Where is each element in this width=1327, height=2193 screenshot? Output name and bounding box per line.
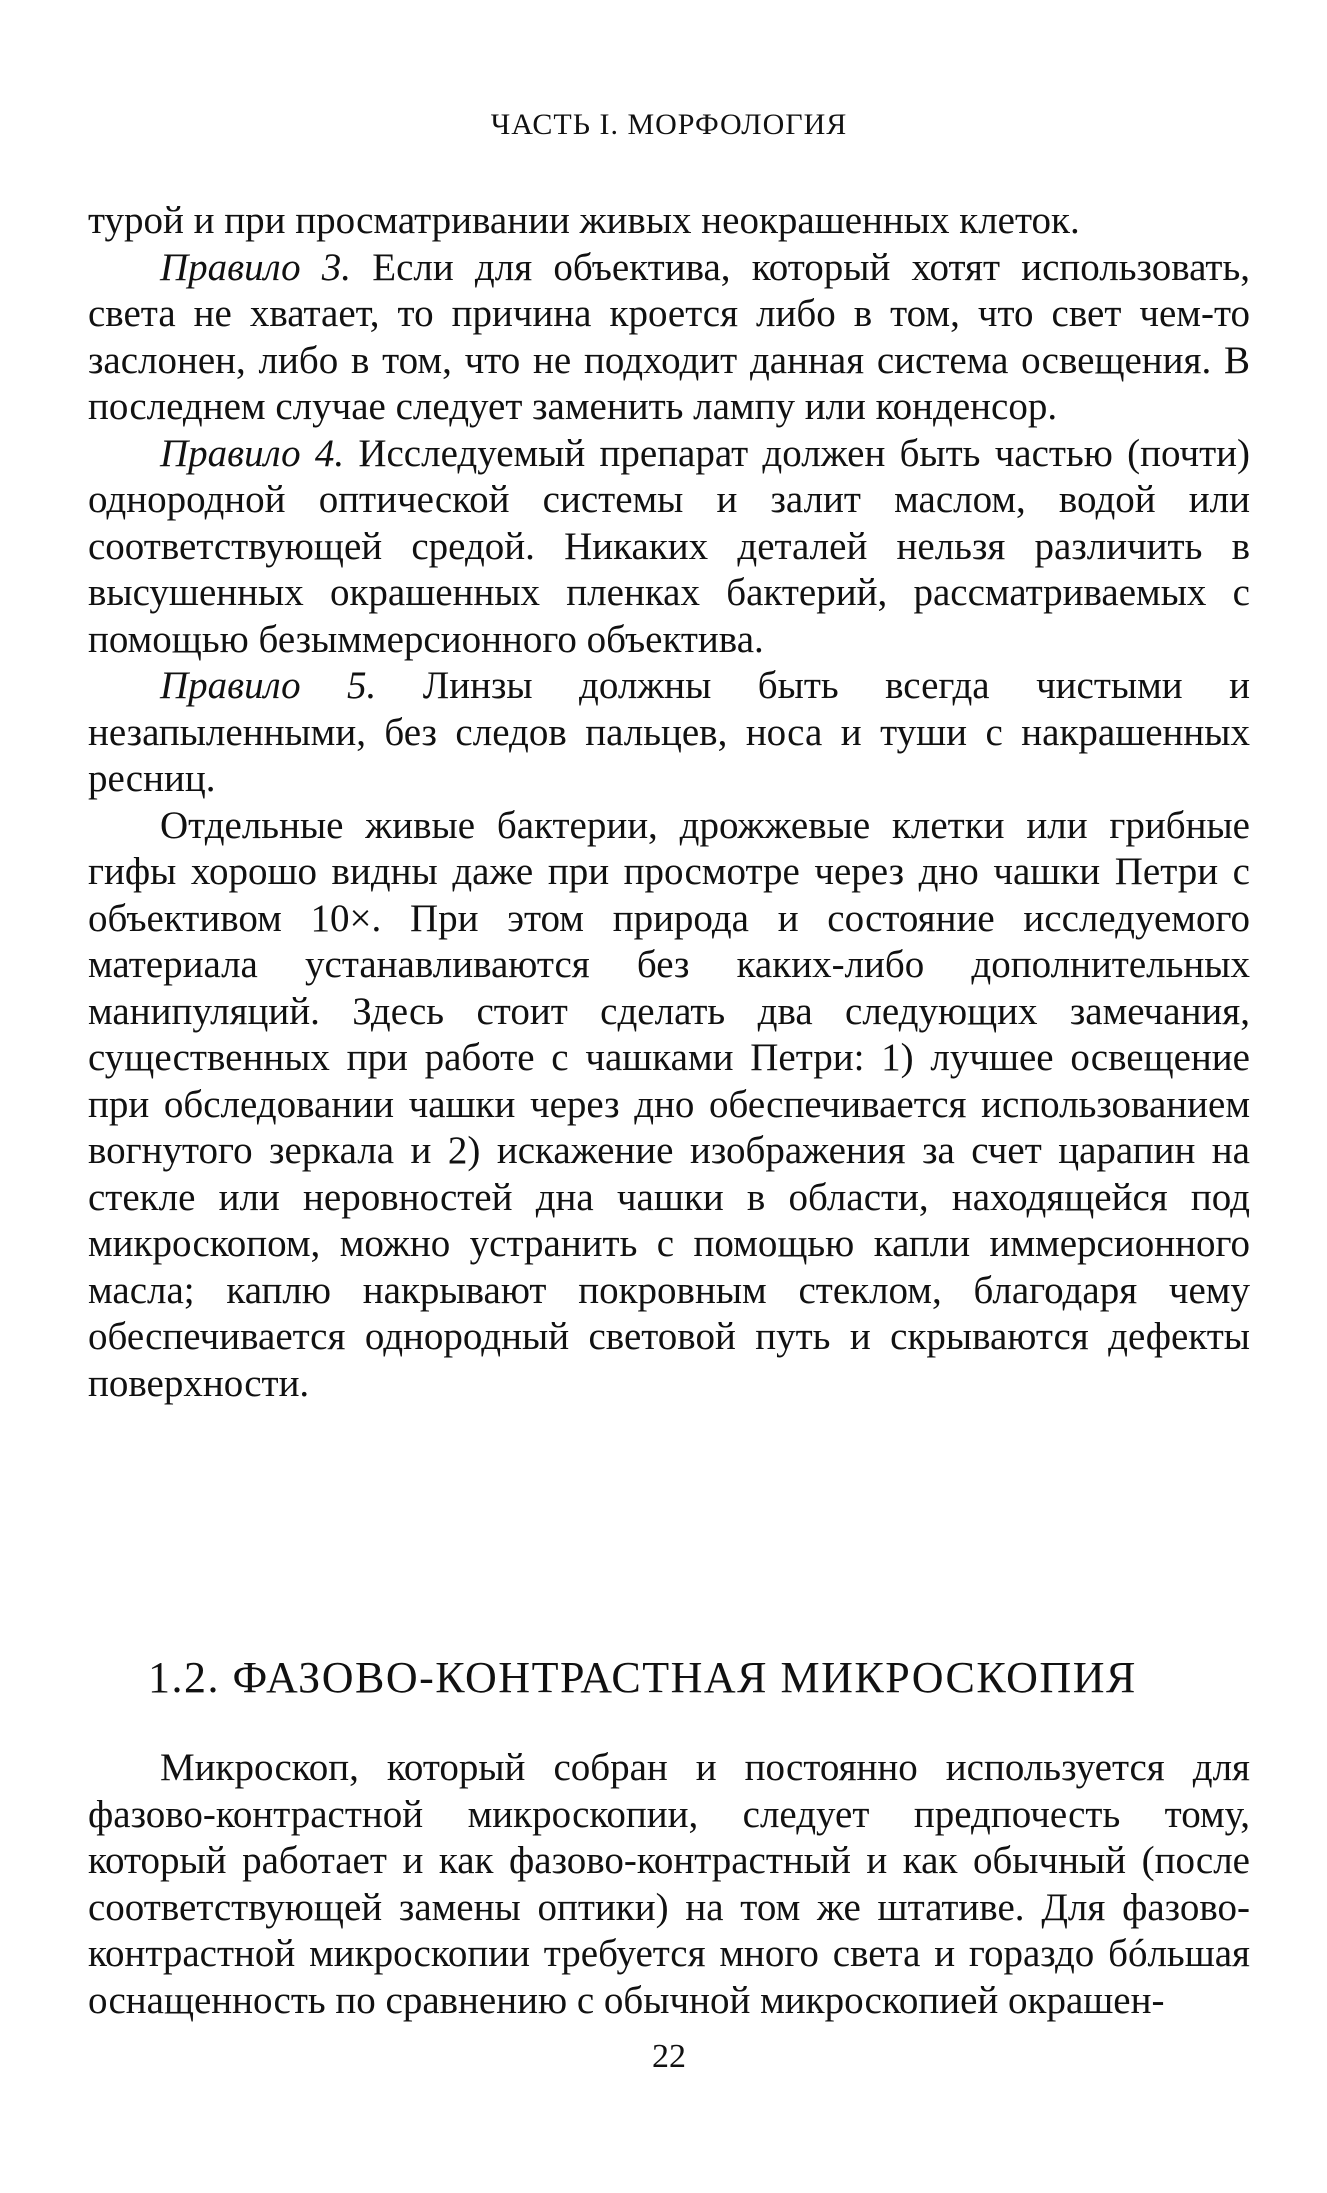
rule-4-label: Правило 4. [160, 431, 345, 475]
rule-5-label: Правило 5. [160, 664, 377, 707]
paragraph-rule-4 [88, 431, 1250, 664]
section-text [88, 1745, 1250, 2024]
paragraph-rule-5 [88, 663, 1250, 803]
paragraph-rule-3 [88, 245, 1250, 431]
running-head: ЧАСТЬ I. МОРФОЛОГИЯ [490, 108, 848, 141]
body-text [88, 198, 1250, 1407]
page-number: 22 [652, 2038, 686, 2075]
paragraph-petri-dish: Отдельные живые бактерии, дрожжевые клетки или грибные гифы хорошо видны даже при просмотре через дно чашки Петри с объективом 10×. При этом природа и состояние исследуемого материала устанавливаются без каких-либо дополнительных манипуляций. Здесь стоит сделать два следующих замечания, существенных при работе с чашками Петри: 1) лучшее освещение при обследовании чашки через дно обеспечивается использованием вогнутого зеркала и 2) искажение изображения за счет царапин на стекле или неровностей дна чашки в области, находящейся под микроскопом, можно устранить с помощью капли иммерсионного масла; каплю накрывают покровным стеклом, благодаря чему обеспечивается однородный световой путь и скрываются дефекты поверхности. [88, 803, 1250, 1405]
paragraph-continuation: турой и при просматривании живых неокрашенных клеток. [88, 199, 1080, 242]
section-heading: 1.2. ФАЗОВО-КОНТРАСТНАЯ МИКРОСКОПИЯ [148, 1653, 1137, 1702]
book-page [88, 0, 1250, 2193]
rule-3-text: Если для объектива, который хотят использовать, света не хватает, то причина кроется либо в том, что свет чем-то заслонен, либо в том, что не подходит данная система освещения. В последнем случае следует заменить лампу или конденсор. [88, 245, 1250, 428]
paragraph-phase-contrast: Микроскоп, который собран и постоянно используется для фазово-контрастной микроскопии, следует предпочесть тому, который работает и как фазово-контрастный и как обычный (после соответствующей замены оптики) на том же штативе. Для фазово-контрастной микроскопии требуется много света и гораздо бóльшая оснащенность по сравнению с обычной микроскопией окрашен- [88, 1746, 1250, 2022]
rule-3-label: Правило 3. [160, 245, 352, 289]
rule-4-text: Исследуемый препарат должен быть частью (почти) однородной оптической системы и залит маслом, водой или соответствующей средой. Никаких деталей нельзя различить в высушенных окрашенных пленках бактерий, рассматриваемых с помощью безыммерсионного объектива. [88, 431, 1250, 661]
rule-5-text: Линзы должны быть всегда чистыми и незапыленными, без следов пальцев, носа и туши с накрашенных ресниц. [88, 664, 1250, 800]
